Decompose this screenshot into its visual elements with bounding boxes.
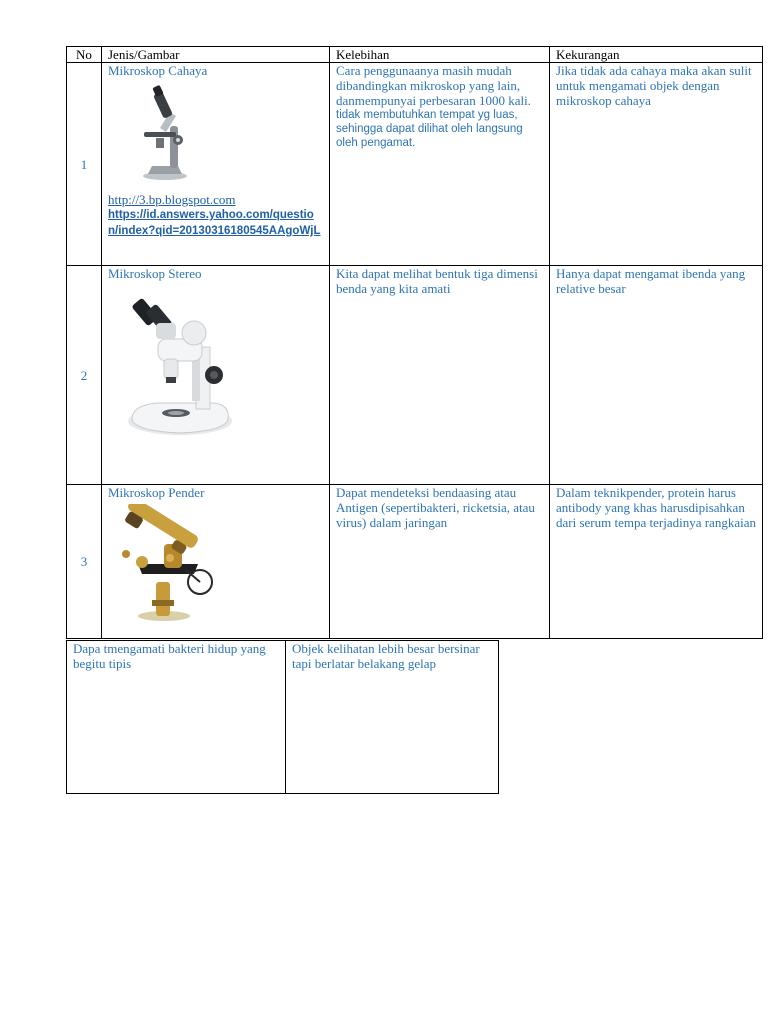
header-jenis: Jenis/Gambar — [102, 47, 330, 63]
table-row — [67, 641, 499, 794]
microscope-name: Mikroskop Pender — [108, 485, 205, 500]
kekurangan-cell: Hanya dapat mengamat ibenda yang relative besar — [550, 266, 763, 485]
kelebihan-text: Cara penggunaanya masih mudah dibandingkan mikroskop yang lain, danmempunyai perbesaran 1000 kali. — [336, 63, 531, 108]
row-number: 2 — [67, 266, 102, 485]
kelebihan-extra-text: tidak membutuhkan tempat yg luas, sehingga dapat dilihat oleh langsung oleh pengamat. — [336, 109, 523, 149]
table-row — [67, 266, 763, 485]
extra-note-cell: Objek kelihatan lebih besar bersinar tapi berlatar belakang gelap — [286, 641, 499, 794]
row-number: 3 — [67, 485, 102, 639]
microscope-name: Mikroskop Stereo — [108, 266, 202, 281]
microscope-name: Mikroskop Cahaya — [108, 63, 208, 78]
header-kekurangan: Kekurangan — [550, 47, 763, 63]
table-header-row — [67, 47, 763, 63]
microscope-cell — [102, 266, 330, 485]
brass-microscope-icon — [112, 504, 227, 624]
source-link-yahoo[interactable]: https://id.answers.yahoo.com/question/index?qid=20130316180545AAgoWjL — [108, 209, 321, 237]
table-row — [67, 63, 763, 266]
microscope-comparison-table — [66, 46, 763, 639]
microscope-cell — [102, 485, 330, 639]
microscope-cell — [102, 63, 330, 266]
table-row — [67, 485, 763, 639]
kekurangan-cell: Dalam teknikpender, protein harus antibody yang khas harusdipisahkan dari serum tempa terjadinya rangkaian — [550, 485, 763, 639]
kelebihan-cell: Dapat mendeteksi bendaasing atau Antigen (sepertibakteri, ricketsia, atau virus) dalam jaringan — [330, 485, 550, 639]
header-kelebihan: Kelebihan — [330, 47, 550, 63]
stereo-microscope-icon — [118, 289, 238, 439]
kelebihan-cell: Kita dapat melihat bentuk tiga dimensi benda yang kita amati — [330, 266, 550, 485]
row-number: 1 — [67, 63, 102, 266]
header-no: No — [67, 47, 102, 63]
source-link-blogspot[interactable]: http://3.bp.blogspot.com — [108, 192, 236, 207]
light-microscope-icon — [130, 82, 200, 182]
kekurangan-cell: Jika tidak ada cahaya maka akan sulit untuk mengamati objek dengan mikroskop cahaya — [550, 63, 763, 266]
extra-notes-table — [66, 640, 499, 794]
kelebihan-cell — [330, 63, 550, 266]
extra-note-cell: Dapa tmengamati bakteri hidup yang begitu tipis — [67, 641, 286, 794]
